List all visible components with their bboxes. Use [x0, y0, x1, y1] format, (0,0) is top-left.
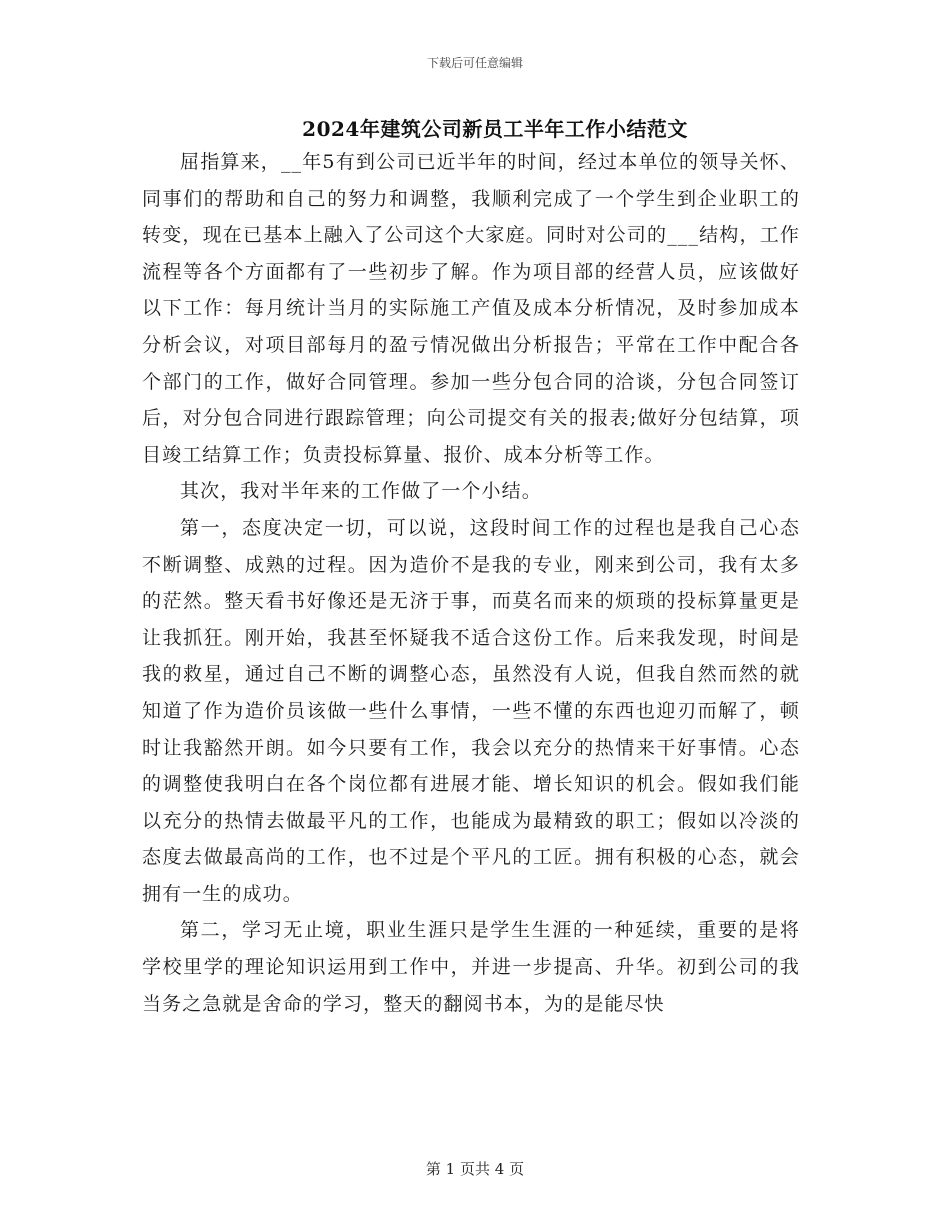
document-body [142, 144, 800, 1022]
paragraph-summary-lead: 其次，我对半年来的工作做了一个小结。 [180, 480, 542, 503]
paragraph-intro: 屈指算来，__年5有到公司已近半年的时间，经过本单位的领导关怀、同事们的帮助和自己的努力和调整，我顺利完成了一个学生到企业职工的转变，现在已基本上融入了公司这个大家庭。同时对公司的___结构，工作流程等各个方面都有了一些初步了解。作为项目部的经营人员，应该做好以下工作：每月统计当月的实际施工产值及成本分析情况，及时参加成本分析会议，对项目部每月的盈亏情况做出分析报告；平常在工作中配合各个部门的工作，做好合同管理。参加一些分包合同的洽谈，分包合同签订后，对分包合同进行跟踪管理；向公司提交有关的报表;做好分包结算，项目竣工结算工作；负责投标算量、报价、成本分析等工作。 [142, 151, 800, 466]
paragraph-point-one: 第一，态度决定一切，可以说，这段时间工作的过程也是我自己心态不断调整、成熟的过程。因为造价不是我的专业，刚来到公司，我有太多的茫然。整天看书好像还是无济于事，而莫名而来的烦琐的投标算量更是让我抓狂。刚开始，我甚至怀疑我不适合这份工作。后来我发现，时间是我的救星，通过自己不断的调整心态，虽然没有人说，但我自然而然的就知道了作为造价员该做一些什么事情，一些不懂的东西也迎刃而解了，顿时让我豁然开朗。如今只要有工作，我会以充分的热情来干好事情。心态的调整使我明白在各个岗位都有进展才能、增长知识的机会。假如我们能以充分的热情去做最平凡的工作，也能成为最精致的职工；假如以冷淡的态度去做最高尚的工作，也不过是个平凡的工匠。拥有积极的心态，就会拥有一生的成功。 [142, 516, 800, 905]
paragraph-point-two: 第二，学习无止境，职业生涯只是学生生涯的一种延续，重要的是将学校里学的理论知识运用到工作中，并进一步提高、升华。初到公司的我当务之急就是舍命的学习，整天的翻阅书本，为的是能尽快 [142, 919, 800, 1015]
document-title: 2024年建筑公司新员工半年工作小结范文 [302, 117, 688, 141]
header-note: 下载后可任意编辑 [426, 56, 523, 70]
page-footer: 第 1 页共 4 页 [425, 1160, 525, 1178]
